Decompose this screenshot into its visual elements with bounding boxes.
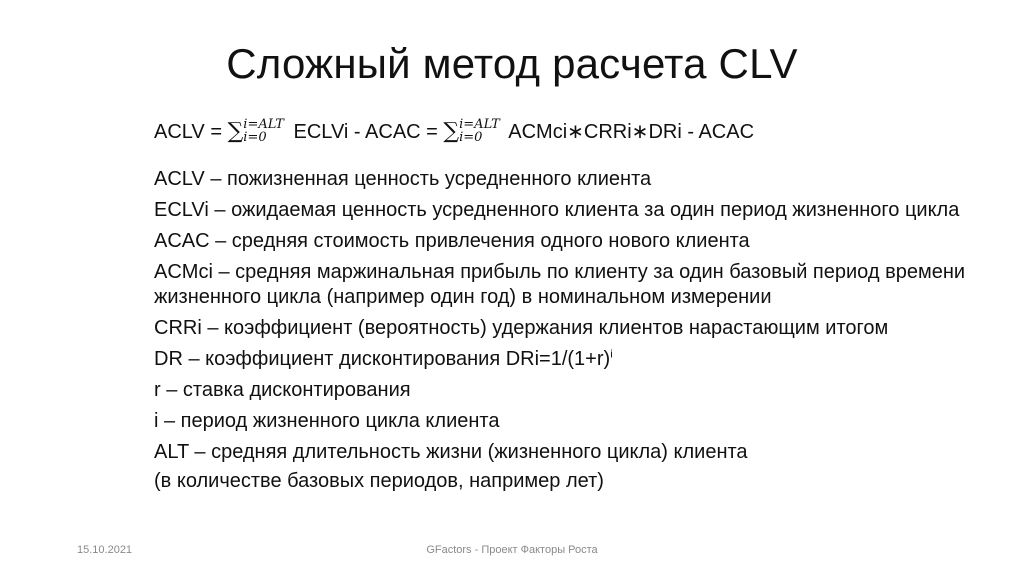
definition-acac: ACAC – средняя стоимость привлечения одного нового клиента [154, 230, 750, 252]
slide-title: Сложный метод расчета CLV [226, 40, 798, 87]
definition-crri: CRRi – коэффициент (вероятность) удержания клиентов нарастающим итогом [154, 317, 889, 339]
definition-dr [154, 347, 974, 372]
definition-r: r – ставка дисконтирования [154, 379, 411, 401]
definition-alt: ALT – средняя длительность жизни (жизненного цикла) клиента [154, 441, 748, 463]
sum-symbol-2: ∑ [443, 119, 460, 144]
formula-term-2: ACMci∗CRRi∗DRi - ACAC [503, 121, 755, 143]
definition-acmci: ACMci – средняя маржинальная прибыль по клиенту за один базовый период времени жизненного цикла (например один год) в номинальном измерении [154, 261, 966, 308]
definitions-list [154, 167, 974, 500]
sum-lower-limit-2: i=0 [459, 129, 483, 145]
sum-upper-limit-2: i=ALT [459, 116, 500, 132]
definition-dr-superscript: i [610, 348, 613, 361]
definition-i: i – период жизненного цикла клиента [154, 410, 500, 432]
sum-upper-limit-1: i=ALT [243, 116, 284, 132]
definition-alt-note: (в количестве базовых периодов, например лет) [154, 470, 604, 492]
clv-formula [154, 112, 754, 152]
sum-limits-2 [459, 118, 500, 144]
sum-symbol-1: ∑ [227, 119, 244, 144]
formula-lhs: ACLV = [154, 121, 228, 143]
definition-aclv: ACLV – пожизненная ценность усредненного клиента [154, 168, 652, 190]
definition-dr-text: DR – коэффициент дисконтирования DRi=1/(1+r) [154, 348, 611, 370]
footer-project: GFactors - Проект Факторы Роста [426, 544, 598, 556]
sum-limits-1 [243, 118, 284, 144]
sum-lower-limit-1: i=0 [243, 129, 267, 145]
footer-date: 15.10.2021 [77, 544, 133, 556]
definition-eclvi: ECLVi – ожидаемая ценность усредненного клиента за один период жизненного цикла [154, 199, 960, 221]
formula-term-1: ECLVi - ACAC = [287, 121, 444, 143]
